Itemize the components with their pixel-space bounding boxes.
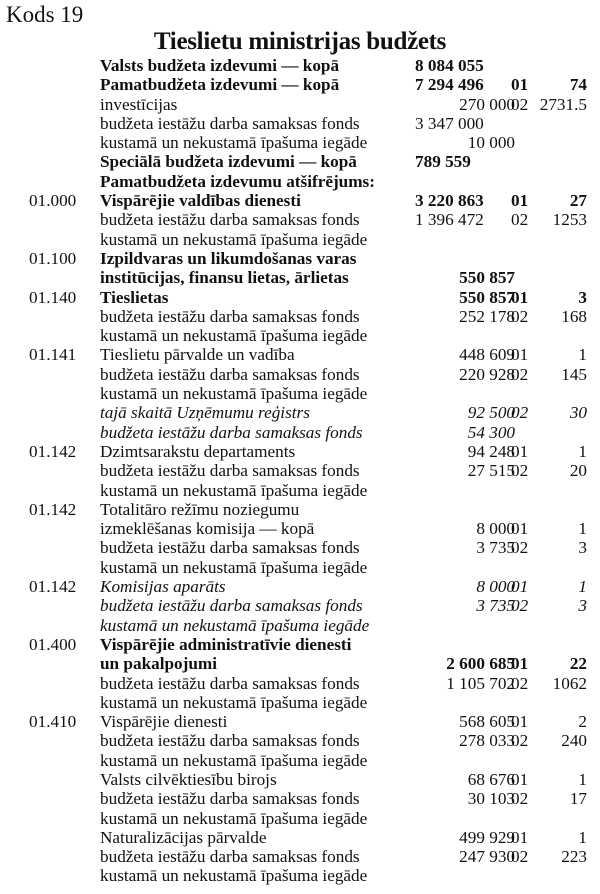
row-category: 01	[511, 827, 529, 847]
row-category: 02	[511, 789, 529, 809]
row-category: 02	[511, 461, 529, 481]
table-row	[0, 288, 600, 307]
row-label: budžeta iestāžu darba samaksas fonds	[100, 422, 363, 442]
row-code: 01.400	[29, 634, 77, 654]
row-label: Speciālā budžeta izdevumi — kopā	[100, 152, 357, 172]
table-row	[0, 577, 600, 596]
row-amount: 30 103	[467, 789, 515, 809]
row-code: 01.140	[29, 287, 77, 307]
row-label: Pamatbudžeta izdevumi — kopā	[100, 75, 340, 95]
row-amount: 550 857	[459, 287, 515, 307]
row-subcode: 240	[561, 731, 587, 751]
row-category: 01	[511, 75, 529, 95]
row-amount: 8 000	[476, 577, 515, 597]
row-label: kustamā un nekustamā īpašuma iegāde	[100, 480, 368, 500]
row-code: 01.100	[29, 248, 77, 268]
table-row	[0, 616, 600, 635]
row-category: 01	[511, 654, 529, 674]
row-label: Tieslietu pārvalde un vadība	[100, 345, 295, 365]
table-row	[0, 133, 600, 152]
row-label: kustamā un nekustamā īpašuma iegāde	[100, 866, 368, 886]
row-category: 02	[511, 538, 529, 558]
row-subcode: 30	[569, 403, 587, 423]
row-label: Vispārējie dienesti	[100, 712, 228, 732]
row-amount: 448 609	[459, 345, 515, 365]
table-row	[0, 693, 600, 712]
row-label: budžeta iestāžu darba samaksas fonds	[100, 789, 360, 809]
row-amount: 550 857	[459, 268, 515, 288]
row-code: 01.142	[29, 499, 77, 519]
table-row	[0, 500, 600, 519]
row-amount: 8 000	[476, 519, 515, 539]
table-row	[0, 558, 600, 577]
table-row	[0, 56, 600, 75]
row-category: 01	[511, 441, 529, 461]
row-code: 01.000	[29, 191, 77, 211]
row-amount: 8 084 055	[415, 56, 484, 75]
row-label: Vispārējie valdības dienesti	[100, 191, 301, 211]
row-label: Dzimtsarakstu departaments	[100, 441, 296, 461]
row-amount: 2 600 685	[446, 654, 515, 674]
row-label: Totalitāro režīmu noziegumu	[100, 499, 300, 519]
row-label: Vispārējie administratīvie dienesti	[100, 634, 352, 654]
row-category: 02	[511, 210, 529, 230]
row-subcode: 17	[569, 789, 587, 809]
row-amount: 1 105 702	[446, 673, 515, 693]
row-amount: 10 000	[467, 133, 515, 153]
row-subcode: 2	[578, 712, 587, 732]
table-row	[0, 751, 600, 770]
row-label: Valsts cilvēktiesību birojs	[100, 769, 277, 789]
row-amount: 94 248	[467, 441, 515, 461]
row-subcode: 1	[578, 827, 587, 847]
row-subcode: 168	[561, 306, 587, 326]
row-label: Naturalizācijas pārvalde	[100, 827, 267, 847]
table-row	[0, 75, 600, 94]
row-category: 01	[511, 191, 529, 211]
row-label: un pakalpojumi	[100, 654, 218, 674]
row-amount: 3 220 863	[415, 191, 484, 211]
row-label: investīcijas	[100, 94, 178, 114]
row-label: Tieslietas	[100, 287, 169, 307]
row-category: 02	[511, 731, 529, 751]
table-row	[0, 365, 600, 384]
row-amount: 54 300	[467, 422, 515, 442]
row-category: 02	[511, 847, 529, 867]
row-code: 01.142	[29, 441, 77, 461]
row-amount: 68 676	[467, 769, 515, 789]
table-row	[0, 114, 600, 133]
row-label: Pamatbudžeta izdevumu atšifrējums:	[100, 171, 375, 191]
row-label: kustamā un nekustamā īpašuma iegāde	[100, 808, 368, 828]
row-amount: 247 930	[459, 847, 515, 867]
row-subcode: 3	[578, 538, 587, 558]
row-label: izmeklēšanas komisija — kopā	[100, 519, 315, 539]
row-label: kustamā un nekustamā īpašuma iegāde	[100, 750, 368, 770]
table-row	[0, 95, 600, 114]
row-label: budžeta iestāžu darba samaksas fonds	[100, 731, 360, 751]
table-row	[0, 191, 600, 210]
table-row	[0, 230, 600, 249]
table-row	[0, 326, 600, 345]
table-row	[0, 866, 600, 885]
row-subcode: 1	[578, 519, 587, 539]
row-label: Komisijas aparāts	[100, 577, 226, 597]
row-label: budžeta iestāžu darba samaksas fonds	[100, 306, 360, 326]
table-row	[0, 596, 600, 615]
row-label: budžeta iestāžu darba samaksas fonds	[100, 596, 363, 616]
row-label: kustamā un nekustamā īpašuma iegāde	[100, 692, 368, 712]
row-amount: 278 033	[459, 731, 515, 751]
row-subcode: 20	[569, 461, 587, 481]
table-row	[0, 481, 600, 500]
table-row	[0, 731, 600, 750]
row-label: budžeta iestāžu darba samaksas fonds	[100, 113, 360, 133]
row-subcode: 1	[578, 769, 587, 789]
row-subcode: 74	[569, 75, 587, 95]
row-amount: 3 735	[476, 538, 515, 558]
row-amount: 27 515	[467, 461, 515, 481]
table-row	[0, 461, 600, 480]
row-subcode: 145	[561, 364, 587, 384]
row-label: kustamā un nekustamā īpašuma iegāde	[100, 326, 368, 346]
table-row	[0, 172, 600, 191]
row-label: budžeta iestāžu darba samaksas fonds	[100, 847, 360, 867]
table-row	[0, 210, 600, 229]
row-label: kustamā un nekustamā īpašuma iegāde	[100, 133, 368, 153]
table-row	[0, 712, 600, 731]
row-subcode: 27	[569, 191, 587, 211]
row-label: Izpildvaras un likumdošanas varas	[100, 248, 357, 268]
row-amount: 1 396 472	[415, 210, 484, 230]
table-row	[0, 847, 600, 866]
row-label: kustamā un nekustamā īpašuma iegāde	[100, 229, 368, 249]
table-row	[0, 249, 600, 268]
row-amount: 7 294 496	[415, 75, 484, 95]
table-row	[0, 423, 600, 442]
row-subcode: 3	[578, 287, 587, 307]
row-subcode: 1062	[552, 673, 587, 693]
row-category: 02	[511, 306, 529, 326]
row-category: 01	[511, 519, 529, 539]
row-amount: 3 735	[476, 596, 515, 616]
row-code: 01.142	[29, 577, 77, 597]
table-row	[0, 268, 600, 287]
table-row	[0, 152, 600, 171]
row-code: 01.141	[29, 345, 77, 365]
table-row	[0, 635, 600, 654]
row-amount: 252 178	[459, 306, 515, 326]
row-amount: 789 559	[415, 152, 471, 172]
row-label: budžeta iestāžu darba samaksas fonds	[100, 538, 360, 558]
table-row	[0, 384, 600, 403]
row-label: budžeta iestāžu darba samaksas fonds	[100, 673, 360, 693]
row-subcode: 1	[578, 577, 587, 597]
row-label: budžeta iestāžu darba samaksas fonds	[100, 461, 360, 481]
row-subcode: 22	[569, 654, 587, 674]
row-amount: 3 347 000	[415, 113, 484, 133]
row-category: 02	[511, 364, 529, 384]
row-amount: 499 929	[459, 827, 515, 847]
table-row	[0, 307, 600, 326]
table-row	[0, 403, 600, 422]
table-row	[0, 538, 600, 557]
table-row	[0, 809, 600, 828]
row-amount: 220 928	[459, 364, 515, 384]
row-label: tajā skaitā Uzņēmumu reģistrs	[100, 403, 310, 423]
document-code: Kods 19	[6, 2, 84, 27]
table-row	[0, 654, 600, 673]
row-code: 01.410	[29, 712, 77, 732]
table-row	[0, 789, 600, 808]
row-label: institūcijas, finansu lietas, ārlietas	[100, 268, 349, 288]
row-amount: 92 500	[467, 403, 515, 423]
row-category: 02	[511, 596, 529, 616]
row-label: Valsts budžeta izdevumi — kopā	[100, 56, 340, 75]
table-row	[0, 345, 600, 364]
row-subcode: 1	[578, 345, 587, 365]
row-label: kustamā un nekustamā īpašuma iegāde	[100, 557, 368, 577]
row-category: 01	[511, 577, 529, 597]
row-category: 01	[511, 345, 529, 365]
row-subcode: 1	[578, 441, 587, 461]
budget-table	[0, 56, 600, 886]
row-category: 02	[511, 673, 529, 693]
row-subcode: 1253	[552, 210, 587, 230]
row-amount: 568 605	[459, 712, 515, 732]
row-category: 01	[511, 769, 529, 789]
row-subcode: 2731.5	[539, 94, 587, 114]
row-subcode: 3	[578, 596, 587, 616]
document-title: Tieslietu ministrijas budžets	[153, 28, 447, 55]
row-subcode: 223	[561, 847, 587, 867]
table-row	[0, 770, 600, 789]
table-row	[0, 674, 600, 693]
row-label: kustamā un nekustamā īpašuma iegāde	[100, 384, 368, 404]
row-amount: 270 000	[459, 94, 515, 114]
table-row	[0, 519, 600, 538]
row-category: 02	[511, 94, 529, 114]
row-label: kustamā un nekustamā īpašuma iegāde	[100, 615, 370, 635]
row-category: 02	[511, 403, 529, 423]
table-row	[0, 442, 600, 461]
row-label: budžeta iestāžu darba samaksas fonds	[100, 210, 360, 230]
row-label: budžeta iestāžu darba samaksas fonds	[100, 364, 360, 384]
row-category: 01	[511, 287, 529, 307]
table-row	[0, 828, 600, 847]
row-category: 01	[511, 712, 529, 732]
